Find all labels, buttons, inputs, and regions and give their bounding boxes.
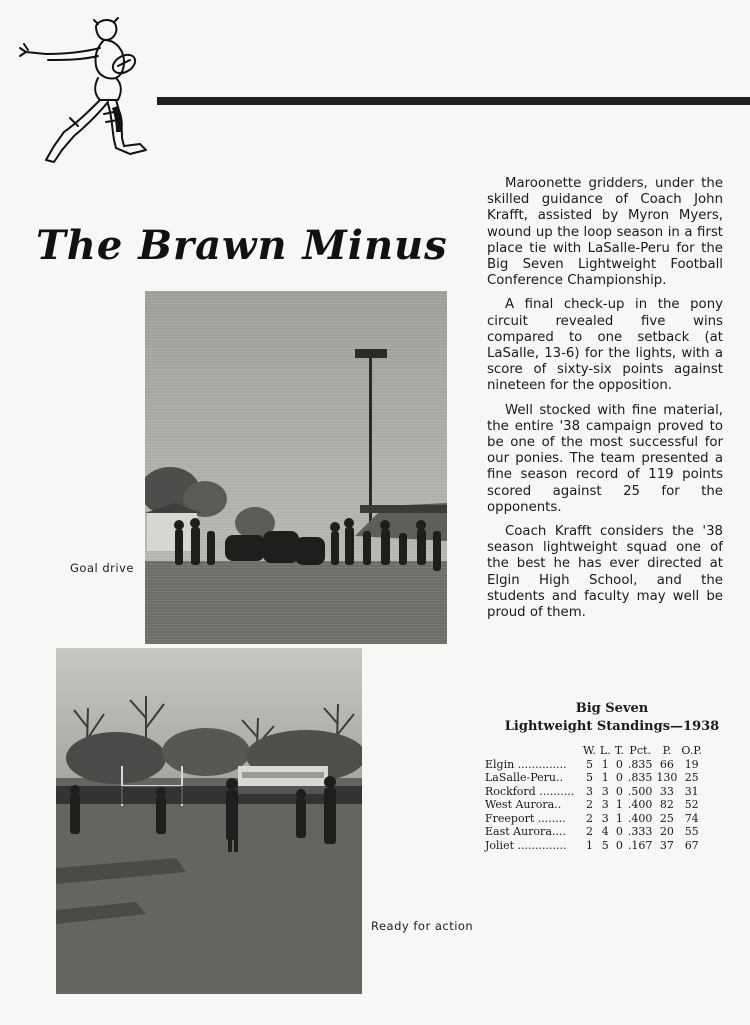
ready-for-action-photo: [56, 648, 362, 994]
table-row: [485, 798, 704, 812]
pct: .500: [627, 784, 653, 798]
wins: 3: [585, 784, 593, 798]
header-losses: L.: [599, 744, 611, 757]
header-rule: [157, 97, 750, 105]
ties: 1: [615, 811, 623, 825]
header-points: P.: [662, 744, 672, 757]
paragraph: Well stocked with fine material, the entire '38 campaign proved to be one of the most successful for our ponies. The team presented a fine season record of 119 points scored against 25 for the opponents.: [487, 402, 723, 515]
points: 130: [656, 771, 678, 784]
losses: 3: [601, 784, 609, 798]
ties: 1: [615, 798, 623, 811]
ties: 0: [615, 784, 623, 798]
team-name: LaSalle-Peru..: [485, 771, 563, 784]
points: 33: [659, 784, 674, 798]
pct: .400: [627, 811, 653, 825]
opp-points: 67: [684, 838, 699, 852]
wins: 5: [585, 757, 593, 771]
opp-points: 74: [684, 811, 699, 825]
pct: .400: [627, 798, 653, 811]
points: 82: [659, 798, 674, 811]
goal-drive-photo: [145, 291, 447, 644]
team-name: Freeport ........: [485, 811, 566, 825]
losses: 3: [601, 811, 609, 825]
paragraph: Coach Krafft considers the '38 season lightweight squad one of the best he has ever directed at Elgin High School, and the students and faculty may well be proud of them.: [487, 524, 723, 621]
wins: 2: [585, 798, 593, 811]
table-row: [485, 758, 704, 772]
losses: 5: [601, 838, 609, 852]
opp-points: 19: [684, 757, 699, 771]
losses: 1: [601, 757, 609, 771]
ties: 0: [615, 771, 623, 784]
header-wins: W.: [583, 744, 596, 757]
team-name: Joliet ..............: [485, 838, 567, 852]
opp-points: 55: [684, 825, 699, 838]
wins: 2: [585, 825, 593, 838]
opp-points: 31: [684, 784, 699, 798]
wins: 5: [585, 771, 593, 784]
football-player-illustration: [18, 14, 158, 176]
standings-table: [485, 744, 704, 852]
team-name: Elgin ..............: [485, 757, 567, 771]
team-name: East Aurora....: [485, 825, 566, 838]
header-opp-points: O.P.: [681, 744, 702, 757]
ties: 0: [615, 825, 623, 838]
header-ties: T.: [614, 744, 624, 757]
losses: 3: [601, 798, 609, 811]
article-body: [487, 176, 723, 629]
wins: 2: [585, 811, 593, 825]
table-row: [485, 785, 704, 799]
standings-title-line2: Lightweight Standings—1938: [504, 719, 720, 734]
opp-points: 52: [684, 798, 699, 811]
table-row: [485, 839, 704, 853]
points: 66: [659, 757, 674, 771]
paragraph: Maroonette gridders, under the skilled guidance of Coach John Krafft, assisted by Myron Myers, wound up the loop season in a first place tie with LaSalle-Peru for the Big Seven Lightweight Football Conference Championship.: [487, 176, 723, 289]
standings-header-row: [485, 744, 704, 758]
losses: 4: [601, 825, 609, 838]
ready-for-action-caption: Ready for action: [371, 919, 474, 933]
team-name: West Aurora..: [485, 798, 562, 811]
opp-points: 25: [684, 771, 699, 784]
table-row: [485, 812, 704, 826]
pct: .835: [627, 771, 653, 784]
header-pct: Pct.: [629, 744, 651, 757]
team-name: Rockford ..........: [485, 784, 575, 798]
page-title: The Brawn Minus: [36, 222, 448, 269]
pct: .835: [627, 757, 653, 771]
ties: 0: [615, 757, 623, 771]
points: 20: [659, 825, 674, 838]
pct: .167: [627, 838, 653, 852]
losses: 1: [601, 771, 609, 784]
wins: 1: [585, 838, 593, 852]
goal-drive-caption: Goal drive: [70, 561, 134, 575]
points: 37: [659, 838, 674, 852]
table-row: [485, 771, 704, 785]
table-row: [485, 825, 704, 839]
points: 25: [659, 811, 674, 825]
standings-title: [487, 700, 737, 736]
paragraph: A final check-up in the pony circuit revealed five wins compared to one setback (at LaSalle, 13-6) for the lights, with a score of sixty-six points against nineteen for the opposition.: [487, 297, 723, 394]
header-team: [485, 744, 581, 758]
ties: 0: [615, 838, 623, 852]
pct: .333: [627, 825, 653, 838]
standings-title-line1: Big Seven: [575, 701, 649, 716]
